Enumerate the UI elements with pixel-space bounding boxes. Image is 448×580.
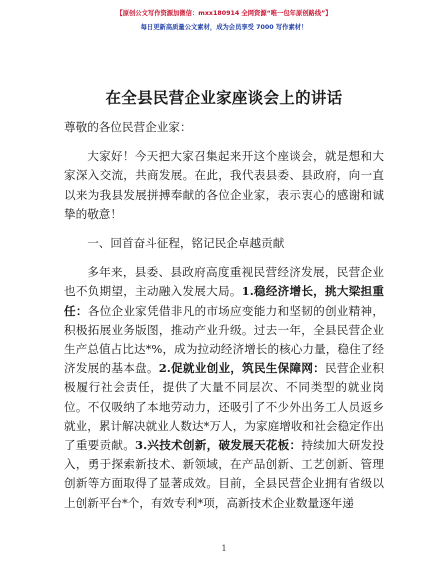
section-heading-1: 一、回首奋斗征程，铭记民企卓越贡献 xyxy=(87,236,285,251)
greeting: 尊敬的各位民营企业家： xyxy=(64,120,192,134)
paragraph-text: 各位企业家凭借非凡的市场应变能力和坚韧的创业精神，积极拓展业务版图，推动产业升级。过去一年，全县民营企业生产总值占比达*%，成为拉动经济增长的核心力量，稳住了经济发展的基本盘。 xyxy=(64,303,384,376)
document-title: 在全县民营企业家座谈会上的讲话 xyxy=(105,88,343,107)
promo-banner xyxy=(0,8,448,33)
paragraph-text: 民营企业积极履行社会责任，提供了大量不同层次、不同类型的就业岗位。不仅吸纳了本地劳动力，还吸引了不少外出务工人员返乡就业，累计解决就业人数达*万人，为家庭增收和社会稳定作出了重要贡献。 xyxy=(64,361,384,453)
bold-point-1: 1.稳经济增长，挑大梁担重任： xyxy=(64,284,384,318)
paragraph-text: 持续加大研发投入，勇于探索新技术、新领域，在产品创新、工艺创新、管理创新等方面取得了显著成效。目前，全县民营企业拥有省级以上创新平台*个，有效专利*项，高新技术企业数量逐年递 xyxy=(64,438,384,510)
bold-point-3: 3.兴技术创新，破发展天花板： xyxy=(135,438,302,453)
promo-banner-line1: 【原创公文写作资源加微信：mxx180914 全网资源“唯一包年原创路线”】 xyxy=(116,10,332,17)
paragraph-text: 多年来，县委、县政府高度重视民营经济发展，民营企业也不负期望，主动融入发展大局。 xyxy=(64,265,384,299)
document-body xyxy=(64,118,384,523)
promo-banner-line2: 每日更新高质量公文素材，成为会员享受 7000 写作素材！ xyxy=(140,24,308,31)
bold-point-2: 2.促就业创业，筑民生保障网： xyxy=(158,361,326,376)
page-number: 1 xyxy=(221,544,227,553)
paragraph-opening: 大家好！今天把大家召集起来开这个座谈会，就是想和大家深入交流，共商发展。在此，我代表县委、县政府，向一直以来为我县发展拼搏奉献的各位企业家，表示衷心的感谢和诚挚的敬意！ xyxy=(64,149,384,221)
paragraph-contributions xyxy=(64,263,384,513)
